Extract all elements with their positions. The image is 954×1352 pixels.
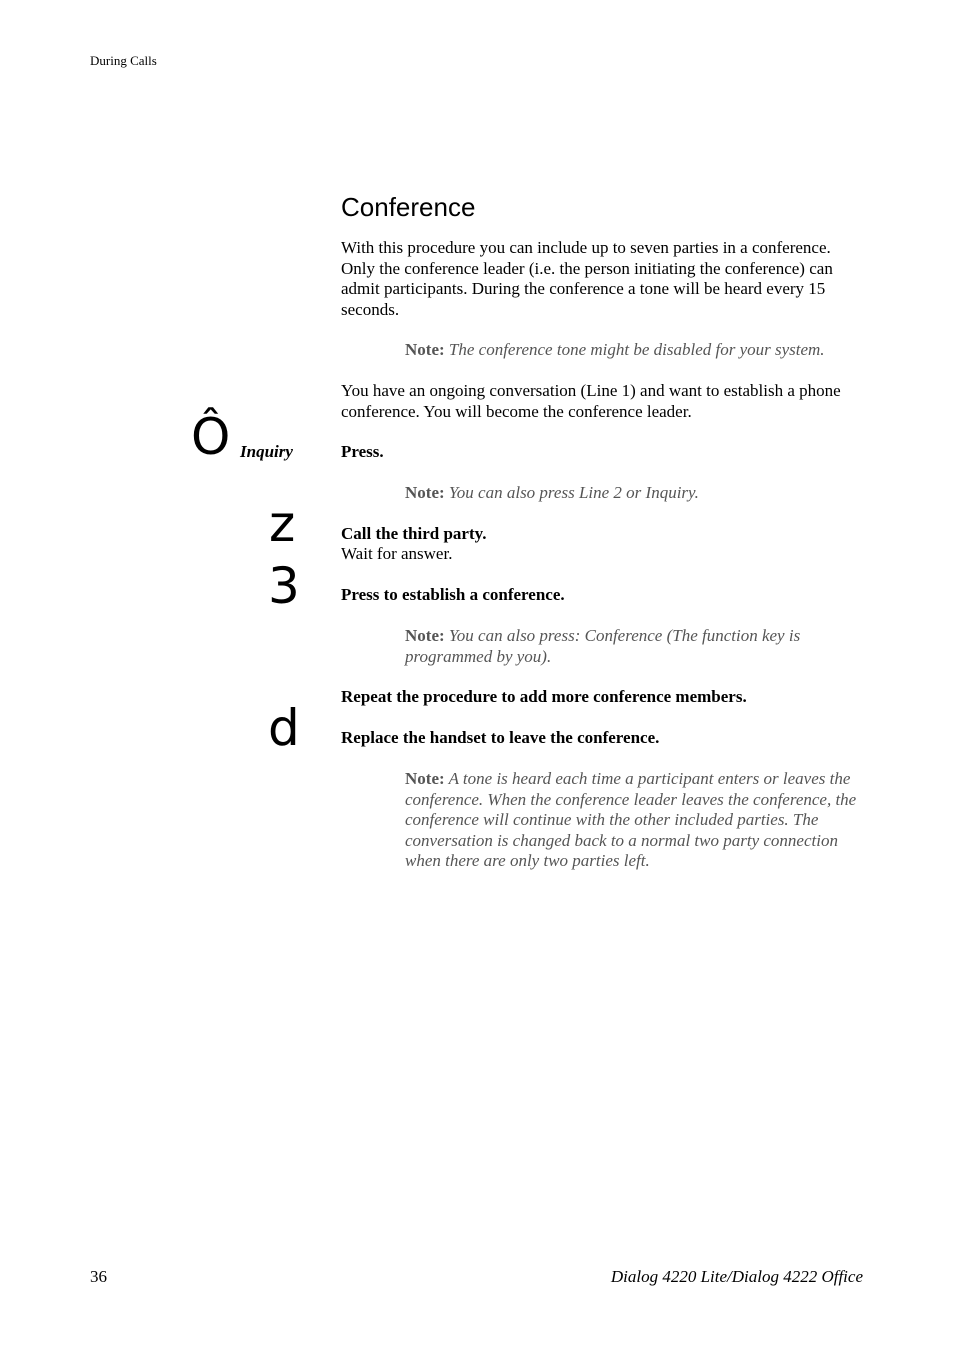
inquiry-key-icon: Ô: [191, 408, 231, 466]
note-label: Note:: [405, 769, 445, 788]
note-label: Note:: [405, 483, 445, 502]
page-number: 36: [90, 1267, 107, 1286]
product-name: Dialog 4220 Lite/Dialog 4222 Office: [610, 1267, 863, 1286]
step-press: Press.: [341, 442, 384, 461]
note-text: The conference tone might be disabled for your system.: [448, 340, 825, 359]
note-tone: [405, 340, 865, 361]
note-text: You can also press Line 2 or Inquiry.: [448, 483, 699, 502]
note-text: A tone is heard each time a participant enters or leaves the conference. When the conference leader leaves the conference, the conference will continue with the other included parties. The conversation is changed back to a normal two party connection when there are only two parties left.: [405, 769, 857, 870]
note-label: Note:: [405, 626, 445, 645]
step-repeat: Repeat the procedure to add more conference members.: [341, 687, 747, 706]
dial-keypad-icon: z: [269, 495, 296, 553]
note-label: Note:: [405, 340, 445, 359]
running-header: During Calls: [90, 53, 157, 68]
step-call-third-party: Call the third party.: [341, 524, 487, 543]
note-line2: [405, 483, 865, 504]
handset-icon: d: [268, 699, 300, 757]
step-establish-conference: Press to establish a conference.: [341, 585, 565, 604]
step-wait-for-answer: Wait for answer.: [341, 544, 453, 563]
note-leave-conference: [405, 769, 865, 872]
step-replace-handset: Replace the handset to leave the conference.: [341, 728, 660, 747]
conference-key-icon: 3: [268, 557, 300, 615]
situation-paragraph: You have an ongoing conversation (Line 1) and want to establish a phone conference. You will become the conference leader.: [341, 381, 841, 421]
section-title: Conference: [341, 192, 476, 222]
intro-paragraph: With this procedure you can include up to seven parties in a conference. Only the conference leader (i.e. the person initiating the conference) can admit participants. During the conference a tone will be heard every 15 seconds.: [341, 238, 833, 319]
inquiry-key-label: Inquiry: [240, 442, 293, 461]
note-text: You can also press: Conference (The function key is programmed by you).: [405, 626, 801, 666]
note-conference-key: [405, 626, 865, 667]
